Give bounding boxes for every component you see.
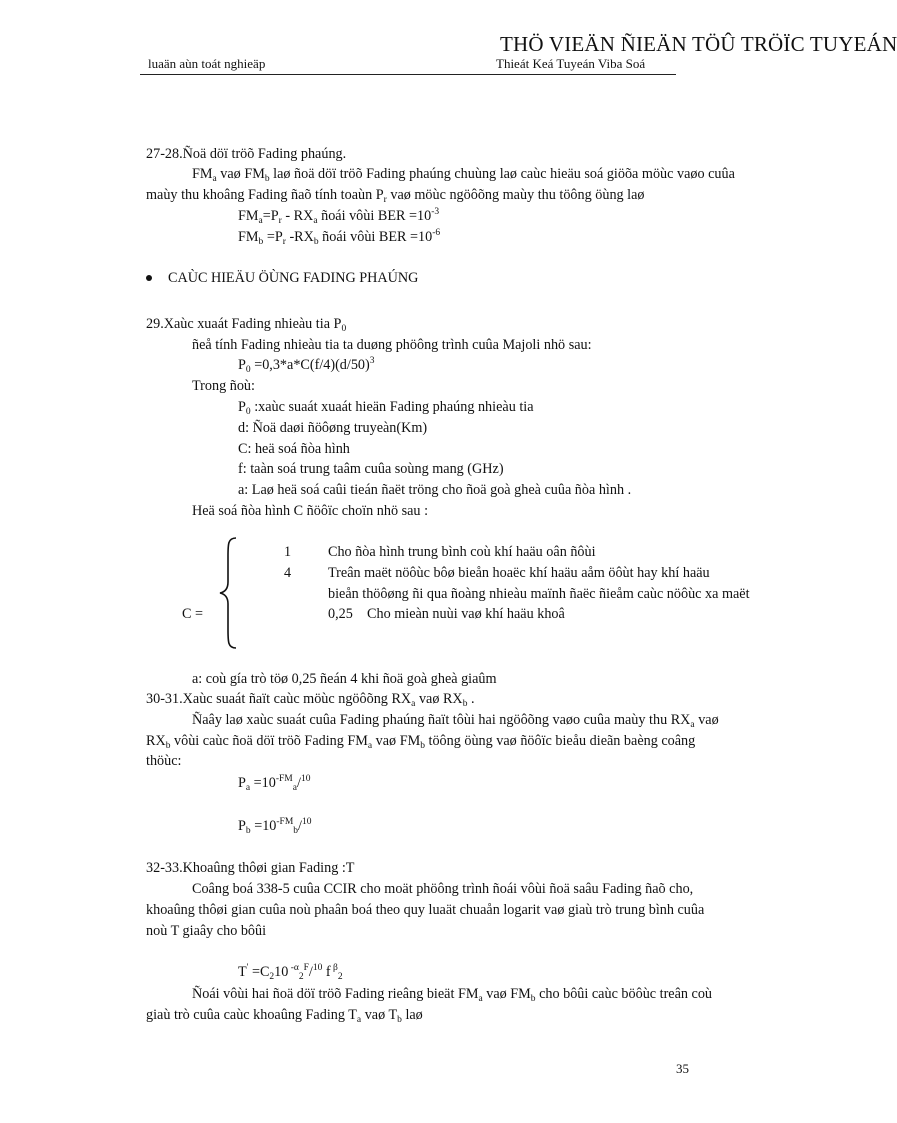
c-value-1: 1	[284, 544, 292, 560]
section-heading-32-33: 32-33.Khoaûng thôøi gian Fading :T	[146, 860, 355, 876]
definition-p0: $P_0$ :xaùc suaát xuaát hieän Fading phaúng nhieàu tia	[238, 399, 534, 417]
formula-fma: $FM_a=P_r - RX_a$ ñoái vôùi BER $=10^{-3}$	[238, 207, 440, 226]
terrain-coefficient-intro: Heä soá ñòa hình C ñöôïc choïn nhö sau :	[192, 503, 429, 519]
duration-paragraph-line4: Ñoái vôùi hai ñoä döï tröõ Fading rieâng bieät $FM_a$ vaø $FM_b$ cho bôûi caùc böôùc treân coù	[192, 986, 713, 1004]
c-case-025: 0,25 Cho mieàn nuùi vaø khí haäu khoâ	[328, 606, 565, 622]
majoli-intro: ñeå tính Fading nhieàu tia ta duøng phöông trình cuûa Majoli nhö sau:	[192, 337, 592, 353]
header-left-text: luaän aùn toát nghieäp	[148, 56, 266, 71]
bullet-dot	[146, 275, 152, 281]
library-banner: THÖ VIEÄN ÑIEÄN TÖÛ TRÖÏC TUYEÁN	[500, 32, 897, 56]
formula-fmb: $FM_b =P_r$ $-RX_b$ ñoái vôùi BER $=10^{-6}$	[238, 228, 441, 247]
duration-paragraph-line5: giaù trò cuûa caùc khoaûng Fading $T_a$ vaø $T_b$ laø	[146, 1007, 423, 1025]
page-number: 35	[676, 1061, 689, 1076]
c-case-4-line2: bieån thöôøng ñi qua ñoàng nhieàu maïnh ñaëc ñieåm caùc nöôùc xa maët	[328, 586, 750, 602]
bullet-heading-fading-effects: CAÙC HIEÄU ÖÙNG FADING PHAÚNG	[168, 270, 419, 286]
definition-a: a: Laø heä soá caûi tieán ñaët tröng cho ñoä goà gheà cuûa ñòa hình .	[238, 482, 632, 498]
c-equals-label: C =	[182, 606, 204, 622]
probability-paragraph-line2: $RX_b$ vôùi caùc ñoä döï tröõ Fading $FM_a$ vaø $FM_b$ töông öùng vaø ñöôïc bieåu dieãn baèng coâng	[146, 733, 696, 751]
header-divider	[140, 74, 676, 75]
duration-paragraph-line2: khoaûng thôøi gian cuûa noù phaân boá theo quy luaät chuaån logarit vaø giaù trò trung bình cuûa	[146, 902, 705, 918]
where-label: Trong ñoù:	[192, 378, 255, 394]
formula-pa: $P_a =10^{-FM}_a/^{10}$	[238, 774, 311, 793]
section-heading-27-28: 27-28.Ñoä döï tröõ Fading phaúng.	[146, 146, 347, 162]
section-heading-30-31: 30-31.Xaùc suaát ñaït caùc möùc ngöôõng $RX_a$ vaø $RX_b$ .	[146, 691, 475, 709]
c-case-4-line1: Treân maët nöôùc bôø bieån hoaëc khí haäu aåm öôùt hay khí haäu	[328, 565, 710, 581]
a-range-note: a: coù gía trò töø 0,25 ñeán 4 khi ñoä goà gheà giaûm	[192, 671, 497, 687]
duration-paragraph-line3: noù T giaây cho bôûi	[146, 923, 267, 939]
definition-d: d: Ñoä daøi ñöôøng truyeàn(Km)	[238, 420, 428, 436]
paragraph-fm-line2: maùy thu khoâng Fading ñaõ tính toaùn $P_r$ vaø möùc ngöôõng maùy thu töông öùng laø	[146, 187, 645, 205]
header-right-text: Thieát Keá Tuyeán Viba Soá	[496, 56, 646, 71]
c-case-1: Cho ñòa hình trung bình coù khí haäu oân ñôùi	[328, 544, 596, 560]
definition-f: f: taàn soá trung taâm cuûa soùng mang (GHz)	[238, 461, 504, 477]
section-heading-29: 29.Xaùc xuaát Fading nhieàu tia $P_0$	[146, 316, 347, 334]
duration-paragraph-line1: Coâng boá 338-5 cuûa CCIR cho moät phöông trình ñoái vôùi ñoä saâu Fading ñaõ cho,	[192, 881, 694, 897]
probability-paragraph-line1: Ñaây laø xaùc suaát cuûa Fading phaúng ñaït tôùi hai ngöôõng vaøo cuûa maùy thu $RX_a$ vaø	[192, 712, 719, 730]
curly-brace-icon	[216, 536, 242, 650]
c-value-4: 4	[284, 565, 292, 581]
definition-c: C: heä soá ñòa hình	[238, 441, 350, 457]
formula-p0: $P_0 =0,3*a*C(f/4)(d/50)^3$	[238, 356, 375, 375]
probability-paragraph-line3: thöùc:	[146, 753, 182, 769]
paragraph-fm-line1: $FM_a$ vaø $FM_b$ laø ñoä döï tröõ Fading phaúng chuùng laø caùc hieäu soá giöõa möùc vaøo cuûa	[192, 166, 735, 184]
formula-pb: $P_b =10^{-FM}_b/^{10}$	[238, 817, 312, 836]
formula-t: $T' =C_210$ $^{-\alpha}_2^F$/$^{10}$ f $^\beta_2$	[238, 963, 343, 982]
